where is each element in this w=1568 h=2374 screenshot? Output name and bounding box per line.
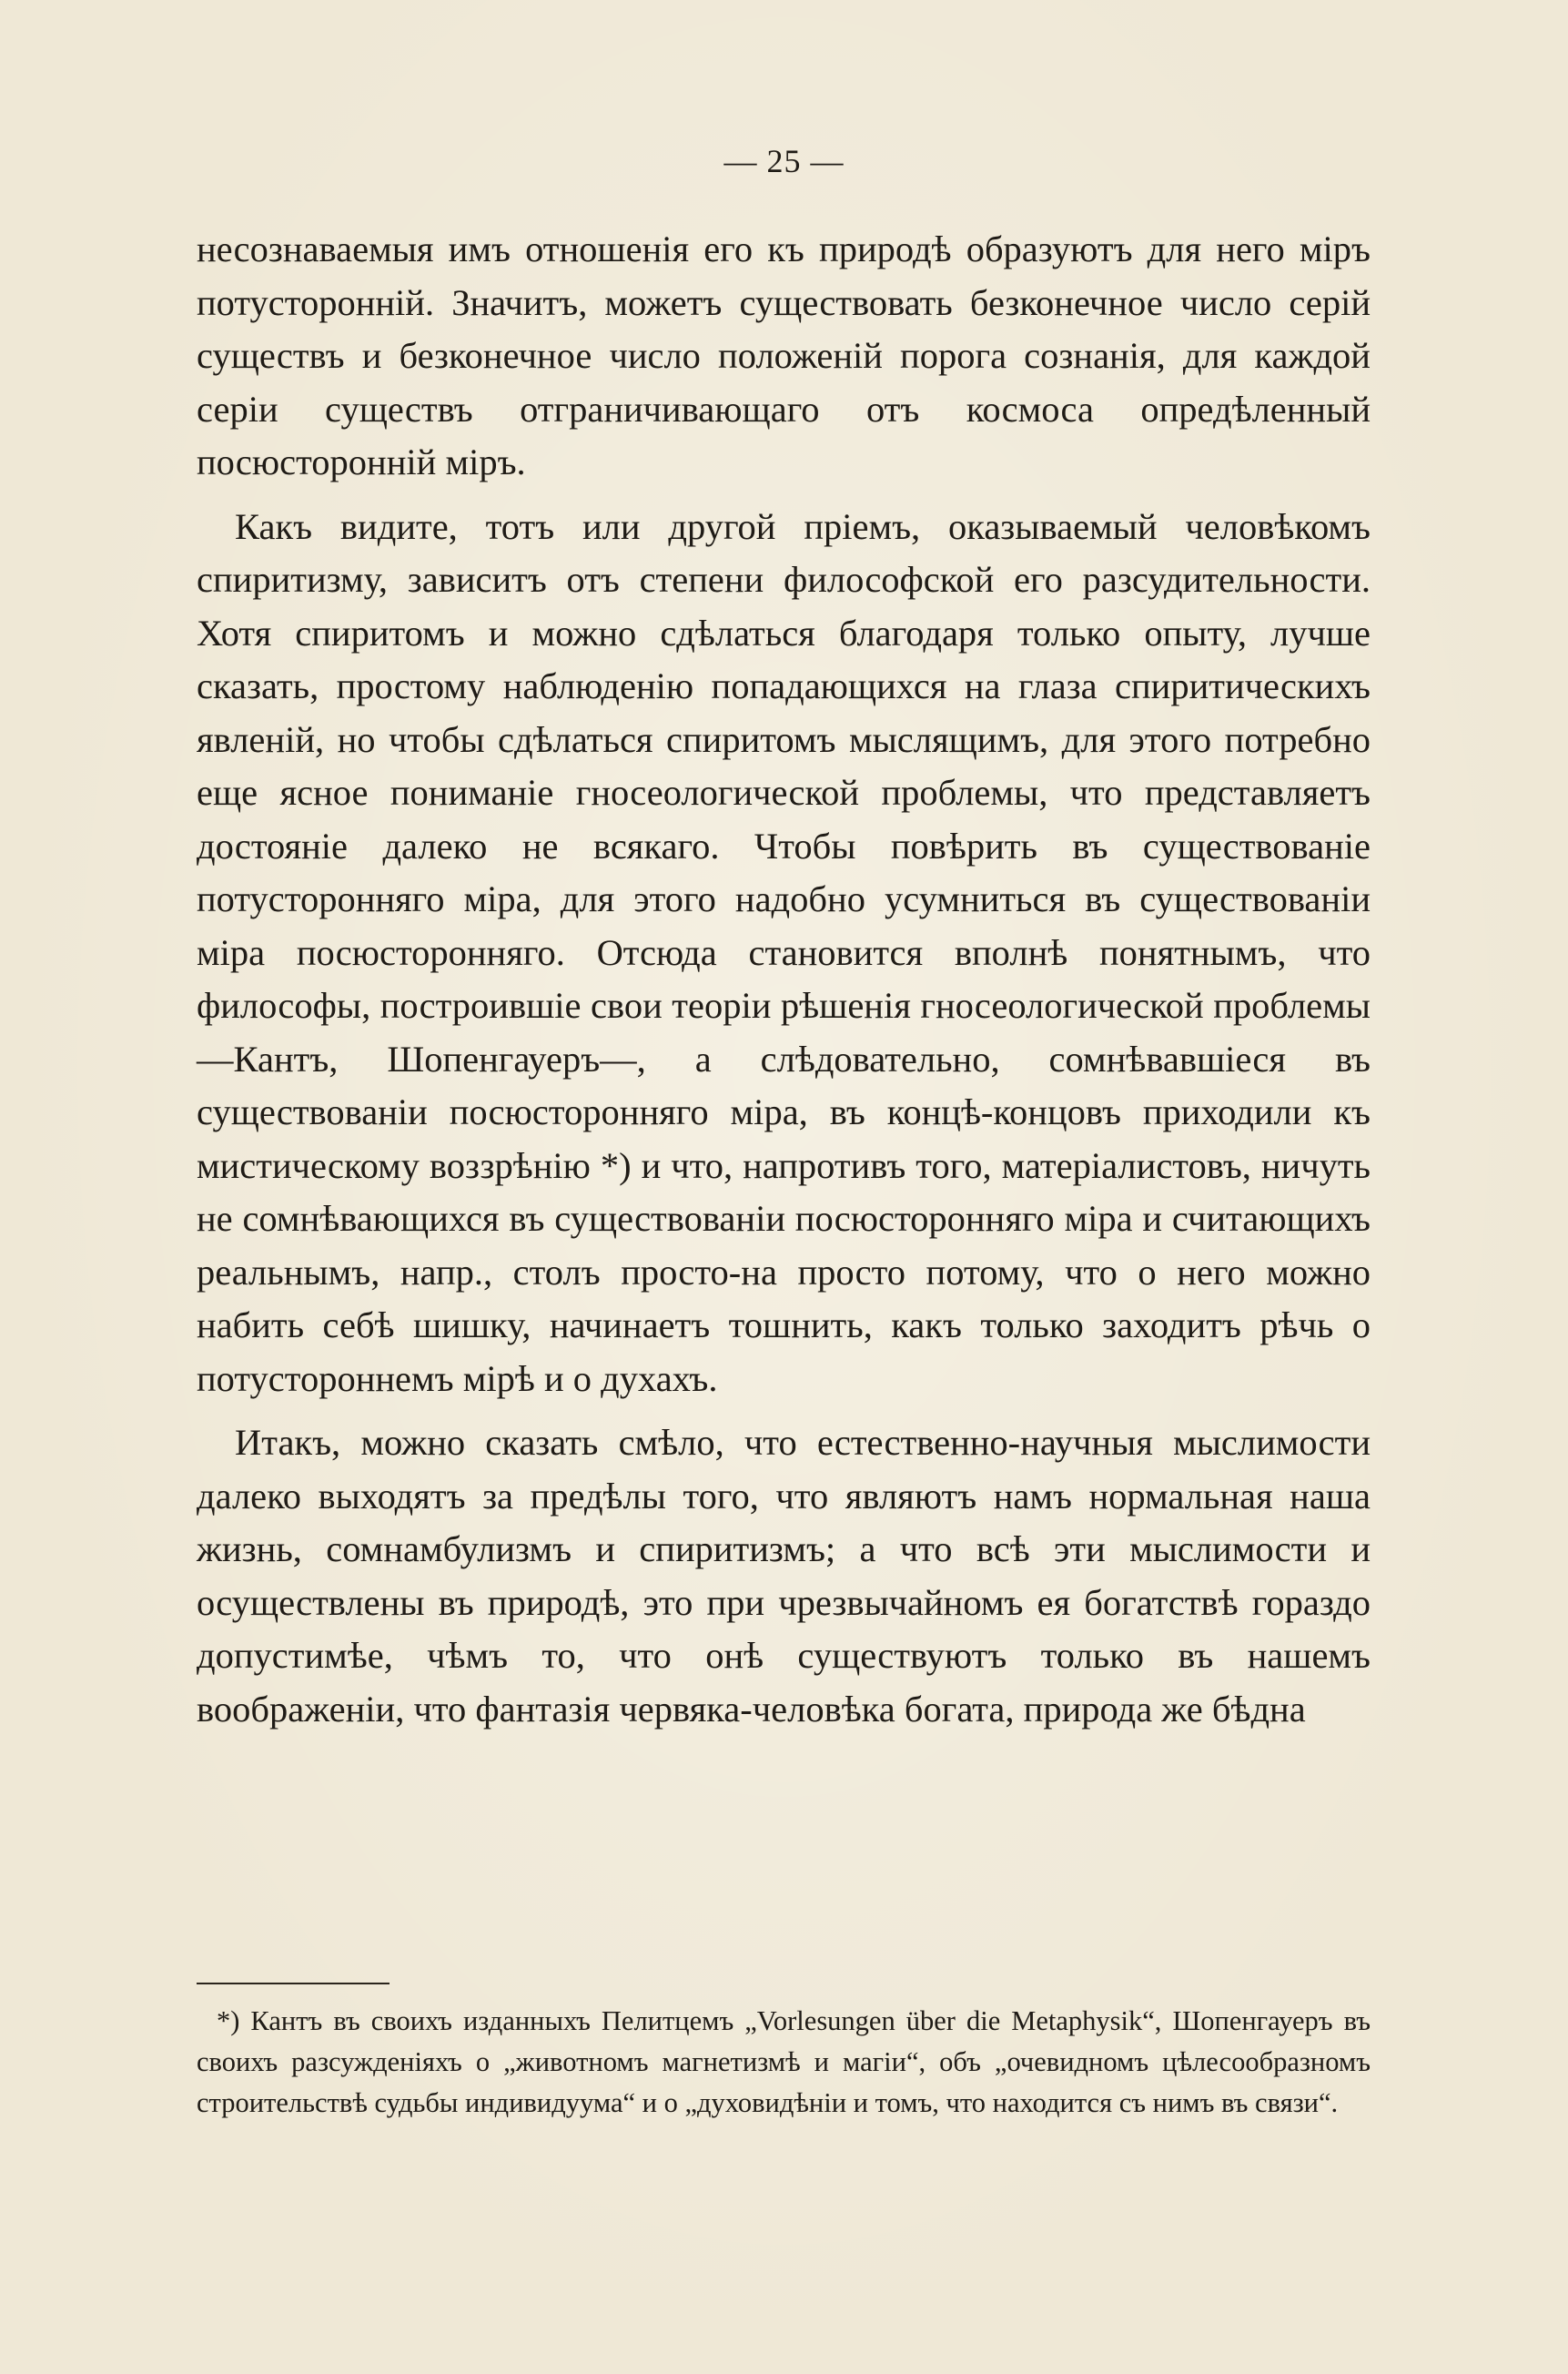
footnote: *) Кантъ въ своихъ изданныхъ Пелитцемъ „Vorlesungen über die Metaphysik“, Шопенгауеръ въ своихъ разсужденіяхъ о „животномъ магнетизмѣ и магіи“, объ „очевидномъ цѣлесообразномъ строительствѣ судьбы индивидуума“ и о „духовидѣніи и томъ, что находится съ нимъ въ связи“. [197,2005,1371,2118]
footnote-separator [197,1983,389,1984]
body-text [197,223,1371,1736]
paragraph-1: несознаваемыя имъ отношенія его къ природѣ образуютъ для него міръ потусторонній. Значитъ, можетъ существовать безконечное число серій существъ и безконечное число положеній порога сознанія, для каждой серіи существъ отграничивающаго отъ космоса опредѣленный посюсторонній міръ. [197,228,1371,482]
page-number: — 25 — [723,143,845,179]
paragraph-3: Итакъ, можно сказать смѣло, что естественно-научныя мыслимости далеко выходятъ за предѣлы того, что являютъ намъ нормальная наша жизнь, сомнамбулизмъ и спиритизмъ; а что всѣ эти мыслимости и осуществлены въ природѣ, это при чрезвычайномъ ея богатствѣ гораздо допустимѣе, чѣмъ то, что онѣ существуютъ только въ нашемъ воображеніи, что фантазія червяка-человѣка богата, природа же бѣдна [197,1422,1371,1730]
paragraph-2: Какъ видите, тотъ или другой пріемъ, оказываемый человѣкомъ спиритизму, зависитъ отъ степени философской его разсудительности. Хотя спиритомъ и можно сдѣлаться благодаря только опыту, лучше сказать, простому наблюденію попадающихся на глаза спиритическихъ явленій, но чтобы сдѣлаться спиритомъ мыслящимъ, для этого потребно еще ясное пониманіе гносеологической проблемы, что представляетъ достояніе далеко не всякаго. Чтобы повѣрить въ существованіе потусторонняго міра, для этого надобно усумниться въ существованіи міра посюсторонняго. Отсюда становится вполнѣ понятнымъ, что философы, построившіе свои теоріи рѣшенія гносеологической проблемы—Кантъ, Шопенгауеръ—, а слѣдовательно, сомнѣвавшіеся въ существованіи посюсторонняго міра, въ концѣ-концовъ приходили къ мистическому воззрѣнію *) и что, напротивъ того, матеріалистовъ, ничуть не сомнѣвающихся въ существованіи посюсторонняго міра и считающихъ реальнымъ, напр., столъ просто-на просто потому, что о него можно набить себѣ шишку, начинаетъ тошнить, какъ только заходитъ рѣчь о потустороннемъ мірѣ и о духахъ. [197,505,1371,1399]
